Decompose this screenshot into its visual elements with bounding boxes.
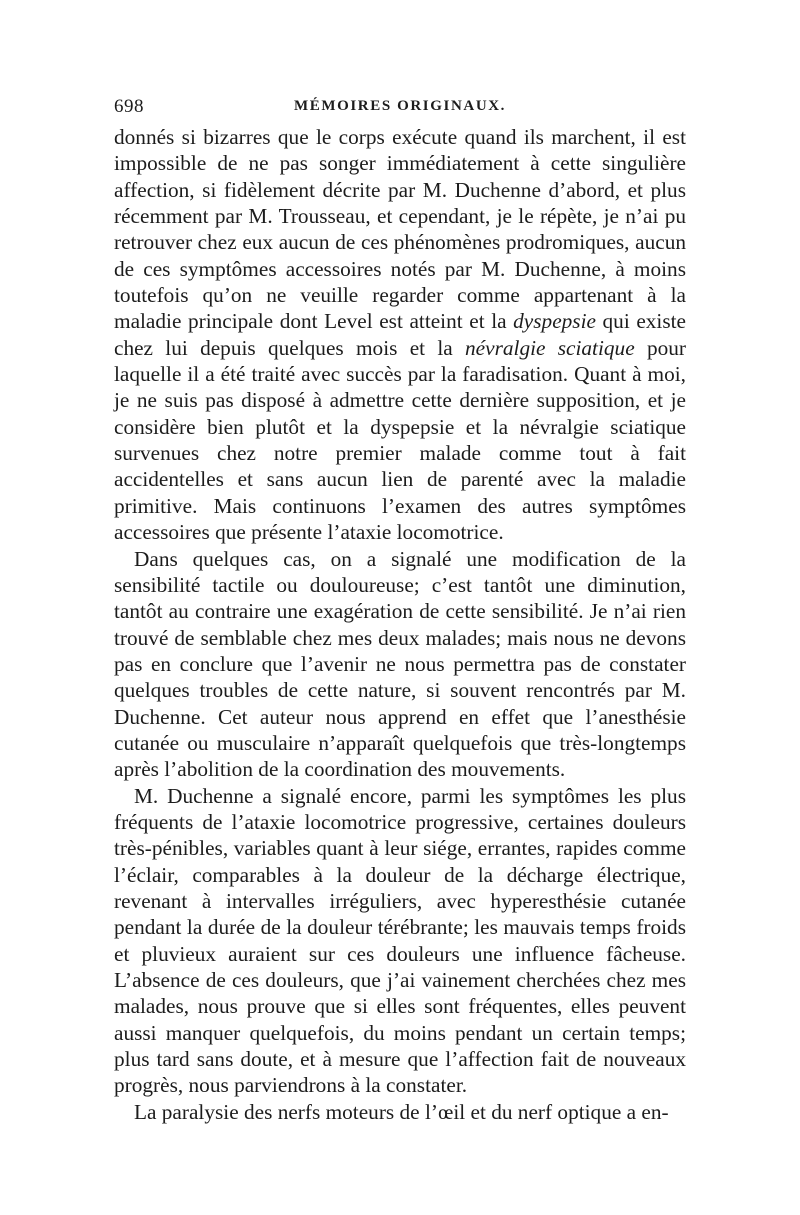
page-number: 698 bbox=[114, 96, 144, 117]
running-title: MÉMOIRES ORIGINAUX. bbox=[293, 98, 507, 114]
italic-term: dyspepsie bbox=[513, 309, 596, 334]
paragraph bbox=[114, 124, 686, 546]
text-segment: donnés si bizarres que le corps exécute quand ils marchent, il est impossible de ne pas songer immédiatement à cette singulière affection, si fidèlement décrite par M. Duchenne d’abord, et plus récemment par M. Trousseau, et cependant, je le répète, je n’ai pu retrouver chez eux aucun de ces phénomènes prodromiques, aucun de ces symptômes accessoires notés par M. Duchenne, à moins toutefois qu’on ne veuille regarder comme appartenant à la maladie principale dont Level est atteint et la bbox=[114, 125, 686, 334]
text-segment: M. Duchenne a signalé encore, parmi les symptômes les plus fréquents de l’ataxie locomotrice progressive, certaines douleurs très-pénibles, variables quant à leur siége, errantes, rapides comme l’éclair, comparables à la douleur de la décharge électrique, revenant à intervalles irréguliers, avec hyperesthésie cutanée pendant la durée de la douleur térébrante; les mauvais temps froids et pluvieux auraient sur ces douleurs une influence fâcheuse. L’absence de ces douleurs, que j’ai vainement cherchées chez mes malades, nous prouve que si elles sont fréquentes, elles peuvent aussi manquer quelquefois, du moins pendant un certain temps; plus tard sans doute, et à mesure que l’affection fait de nouveaux progrès, nous parviendrons à la constater. bbox=[114, 783, 686, 1098]
text-segment: qui existe chez lui depuis quelques mois et la bbox=[114, 309, 687, 360]
paragraph bbox=[114, 1099, 686, 1125]
text-segment: pour laquelle il a été traité avec succès par la faradisation. Quant à moi, je ne suis pas disposé à admettre cette dernière supposition, et je considère bien plutôt et la dyspepsie et la névralgie sciatique survenues chez notre premier malade comme tout à fait accidentelles et sans aucun lien de parenté avec la maladie primitive. Mais continuons l’examen des autres symptômes accessoires que présente l’ataxie locomotrice. bbox=[114, 335, 686, 545]
text-segment: Dans quelques cas, on a signalé une modification de la sensibilité tactile ou douloureuse; c’est tantôt une diminution, tantôt au contraire une exagération de cette sensibilité. Je n’ai rien trouvé de semblable chez mes deux malades; mais nous ne devons pas en conclure que l’avenir ne nous permettra pas de constater quelques troubles de cette nature, si souvent rencontrés par M. Duchenne. Cet auteur nous apprend en effet que l’anesthésie cutanée ou musculaire n’apparaît quelquefois que très-longtemps après l’abolition de la coordination des mouvements. bbox=[114, 546, 686, 782]
body-text bbox=[114, 124, 686, 1125]
running-head bbox=[114, 96, 686, 120]
text-segment: La paralysie des nerfs moteurs de l’œil et du nerf optique a en- bbox=[134, 1099, 669, 1124]
book-page bbox=[114, 96, 686, 1125]
italic-term: névralgie sciatique bbox=[465, 335, 635, 360]
paragraph bbox=[114, 783, 686, 1099]
paragraph bbox=[114, 546, 686, 783]
